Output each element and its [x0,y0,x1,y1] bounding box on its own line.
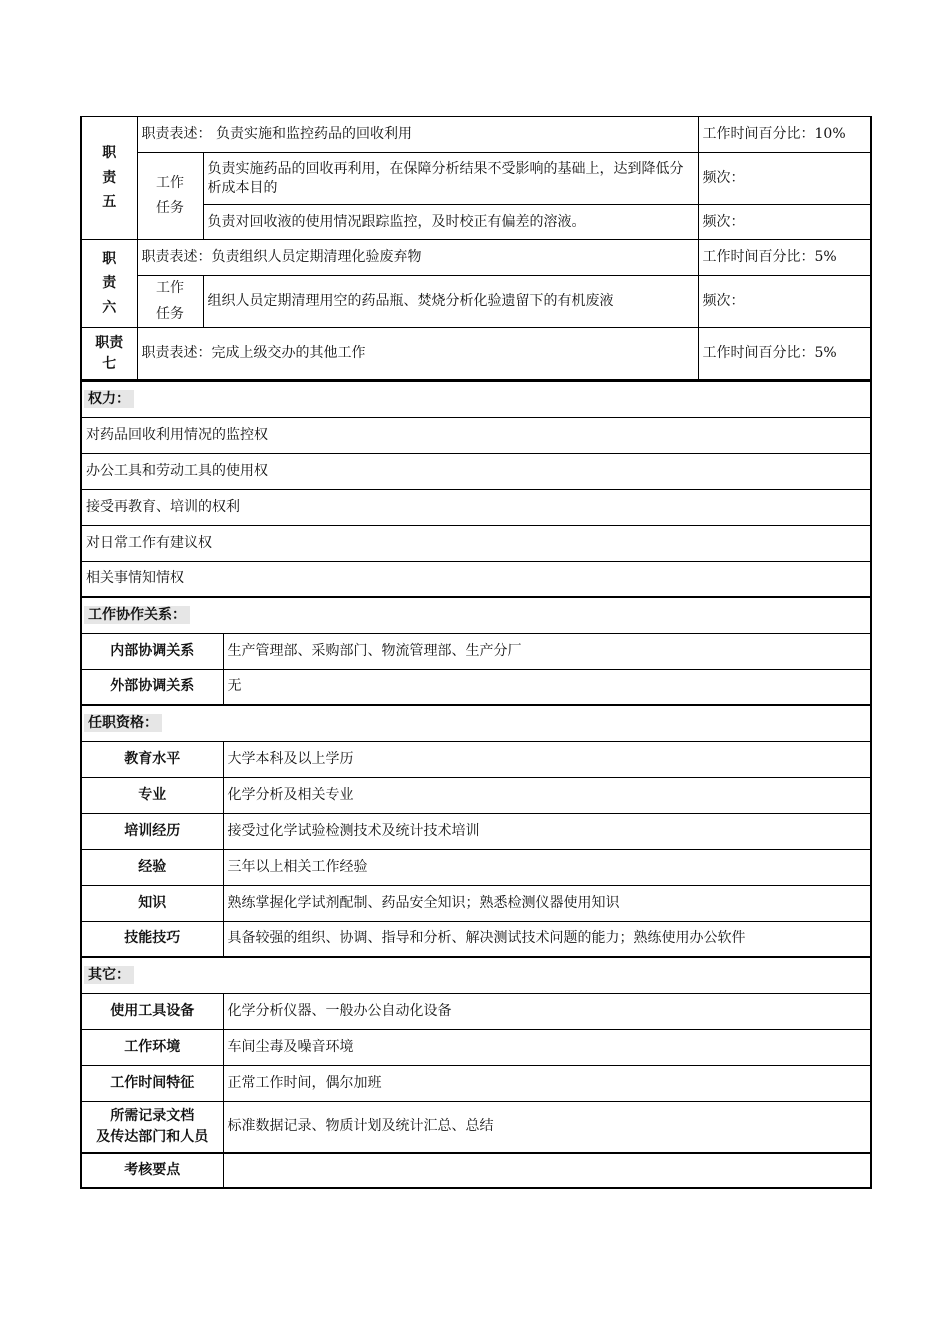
qual-label-knowledge: 知识 [81,885,223,921]
other-value-tools: 化学分析仪器、一般办公自动化设备 [223,993,871,1029]
other-value-environment: 车间尘毒及噪音环境 [223,1029,871,1065]
duty5-task-label: 工作 任务 [137,153,203,240]
duty5-task-2-freq: 频次： [698,205,871,240]
other-value-assessment [223,1153,871,1188]
duty5-task-1-freq: 频次： [698,153,871,205]
duty5-task-2: 负责对回收液的使用情况跟踪监控，及时校正有偏差的溶液。 [203,205,698,240]
power-item-3: 接受再教育、培训的权利 [81,489,871,525]
duty5-statement: 职责表述： 负责实施和监控药品的回收利用 [137,117,698,153]
power-item-5: 相关事情知情权 [81,561,871,597]
relations-heading: 工作协作关系： [84,606,190,624]
qual-label-major: 专业 [81,777,223,813]
qual-value-knowledge: 熟练掌握化学试剂配制、药品安全知识；熟悉检测仪器使用知识 [223,885,871,921]
other-label-hours: 工作时间特征 [81,1065,223,1101]
qual-value-skills: 具备较强的组织、协调、指导和分析、解决测试技术问题的能力；熟练使用办公软件 [223,921,871,957]
qual-label-education: 教育水平 [81,741,223,777]
other-value-records: 标准数据记录、物质计划及统计汇总、总结 [223,1101,871,1153]
relation-label-internal: 内部协调关系 [81,633,223,669]
relation-value-internal: 生产管理部、采购部门、物流管理部、生产分厂 [223,633,871,669]
powers-heading: 权力： [84,390,134,408]
duty6-task-1-freq: 频次： [698,276,871,328]
other-label-tools: 使用工具设备 [81,993,223,1029]
duty6-task-1: 组织人员定期清理用空的药品瓶、焚烧分析化验遗留下的有机废液 [203,276,698,328]
other-label-records: 所需记录文档 及传达部门和人员 [81,1101,223,1153]
qual-value-training: 接受过化学试验检测技术及统计技术培训 [223,813,871,849]
duty6-title: 职 责 六 [81,240,137,328]
qual-label-experience: 经验 [81,849,223,885]
duty5-task-1: 负责实施药品的回收再利用，在保障分析结果不受影响的基础上，达到降低分析成本目的 [203,153,698,205]
duties-table [80,116,872,380]
duty5-time-pct: 工作时间百分比：10% [698,117,871,153]
duty7-title: 职责 七 [81,328,137,380]
duty7-statement: 职责表述：完成上级交办的其他工作 [137,328,698,380]
qualifications-heading: 任职资格： [84,714,162,732]
relation-label-external: 外部协调关系 [81,669,223,705]
other-label-assessment: 考核要点 [81,1153,223,1188]
duty6-task-label: 工作 任务 [137,276,203,328]
qual-label-training: 培训经历 [81,813,223,849]
power-item-1: 对药品回收利用情况的监控权 [81,417,871,453]
duty7-time-pct: 工作时间百分比：5% [698,328,871,380]
power-item-2: 办公工具和劳动工具的使用权 [81,453,871,489]
qual-label-skills: 技能技巧 [81,921,223,957]
duty5-title: 职 责 五 [81,117,137,240]
qual-value-major: 化学分析及相关专业 [223,777,871,813]
duty6-statement: 职责表述：负责组织人员定期清理化验废弃物 [137,240,698,276]
others-heading: 其它： [84,966,134,984]
details-table [80,380,872,1189]
qual-value-education: 大学本科及以上学历 [223,741,871,777]
qual-value-experience: 三年以上相关工作经验 [223,849,871,885]
other-label-environment: 工作环境 [81,1029,223,1065]
power-item-4: 对日常工作有建议权 [81,525,871,561]
duty6-time-pct: 工作时间百分比：5% [698,240,871,276]
other-value-hours: 正常工作时间，偶尔加班 [223,1065,871,1101]
relation-value-external: 无 [223,669,871,705]
